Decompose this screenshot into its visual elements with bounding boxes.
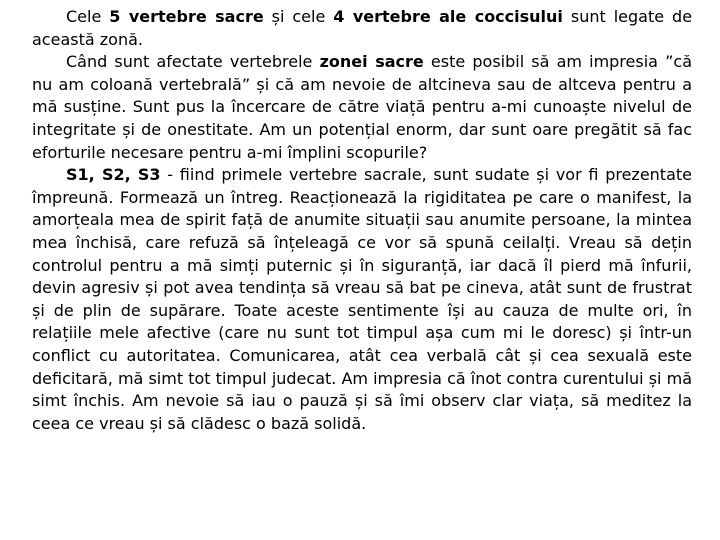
intro-bold-coccyx-count: 4 vertebre ale coccisului bbox=[333, 7, 563, 26]
intro-text-3: sunt legate de această zonă. bbox=[32, 7, 693, 49]
intro-bold-sacral-count: 5 vertebre sacre bbox=[109, 7, 264, 26]
paragraph-s1-s2-s3 bbox=[32, 164, 692, 435]
intro-text-2: și cele bbox=[263, 7, 334, 26]
s1-s2-s3-text: - fiind primele vertebre sacrale, sunt sudate și vor fi prezentate împreună. Formează un întreg. Reacționează la rigiditatea pe care o manifest, la amorțeala mea de spirit față de anumite situații sau anumite persoane, la mintea mea închisă, care refuză să înțeleagă ce vor să spună ceilalți. Vreau să dețin controlul pentru a mă simți puternic și în siguranță, iar dacă îl pierd mă înfurii, devin agresiv și pot avea tendința să vreau să bat pe cineva, atât sunt de frustrat și de plin de supărare. Toate aceste sentimente își au cauza de multe ori, în relațiile mele afective (care nu sunt tot timpul așa cum mi le doresc) și într-un conflict cu autoritatea. Comunicarea, atât cea verbală cât și cea sexuală este deficitară, mă simt tot timpul judecat. Am impresia că înot contra curentului și mă simt închis. Am nevoie să iau o pauză și să îmi observ clar viața, să meditez la ceea ce vreau și să clădesc o bază solidă. bbox=[32, 165, 693, 433]
document-page bbox=[32, 6, 692, 435]
intro-text-1: Cele bbox=[66, 7, 110, 26]
effects-text-2: este posibil să am impresia ”că nu am coloană vertebrală” și că am nevoie de altcineva sau de altceva pentru a mă susține. Sunt pus la încercare de către viață pentru a-mi cunoaște nivelul de integritate și de onestitate. Am un potențial enorm, dar sunt oare pregătit să fac eforturile necesare pentru a-mi împlini scopurile? bbox=[32, 52, 692, 162]
effects-text-1: Când sunt afectate vertebrele bbox=[66, 52, 320, 72]
s1-s2-s3-bold-label: S1, S2, S3 bbox=[66, 165, 161, 185]
paragraph-sacral-vertebrae-intro bbox=[32, 6, 692, 51]
paragraph-sacral-zone-effects bbox=[32, 51, 692, 164]
effects-bold-sacral-zone: zonei sacre bbox=[319, 52, 424, 72]
